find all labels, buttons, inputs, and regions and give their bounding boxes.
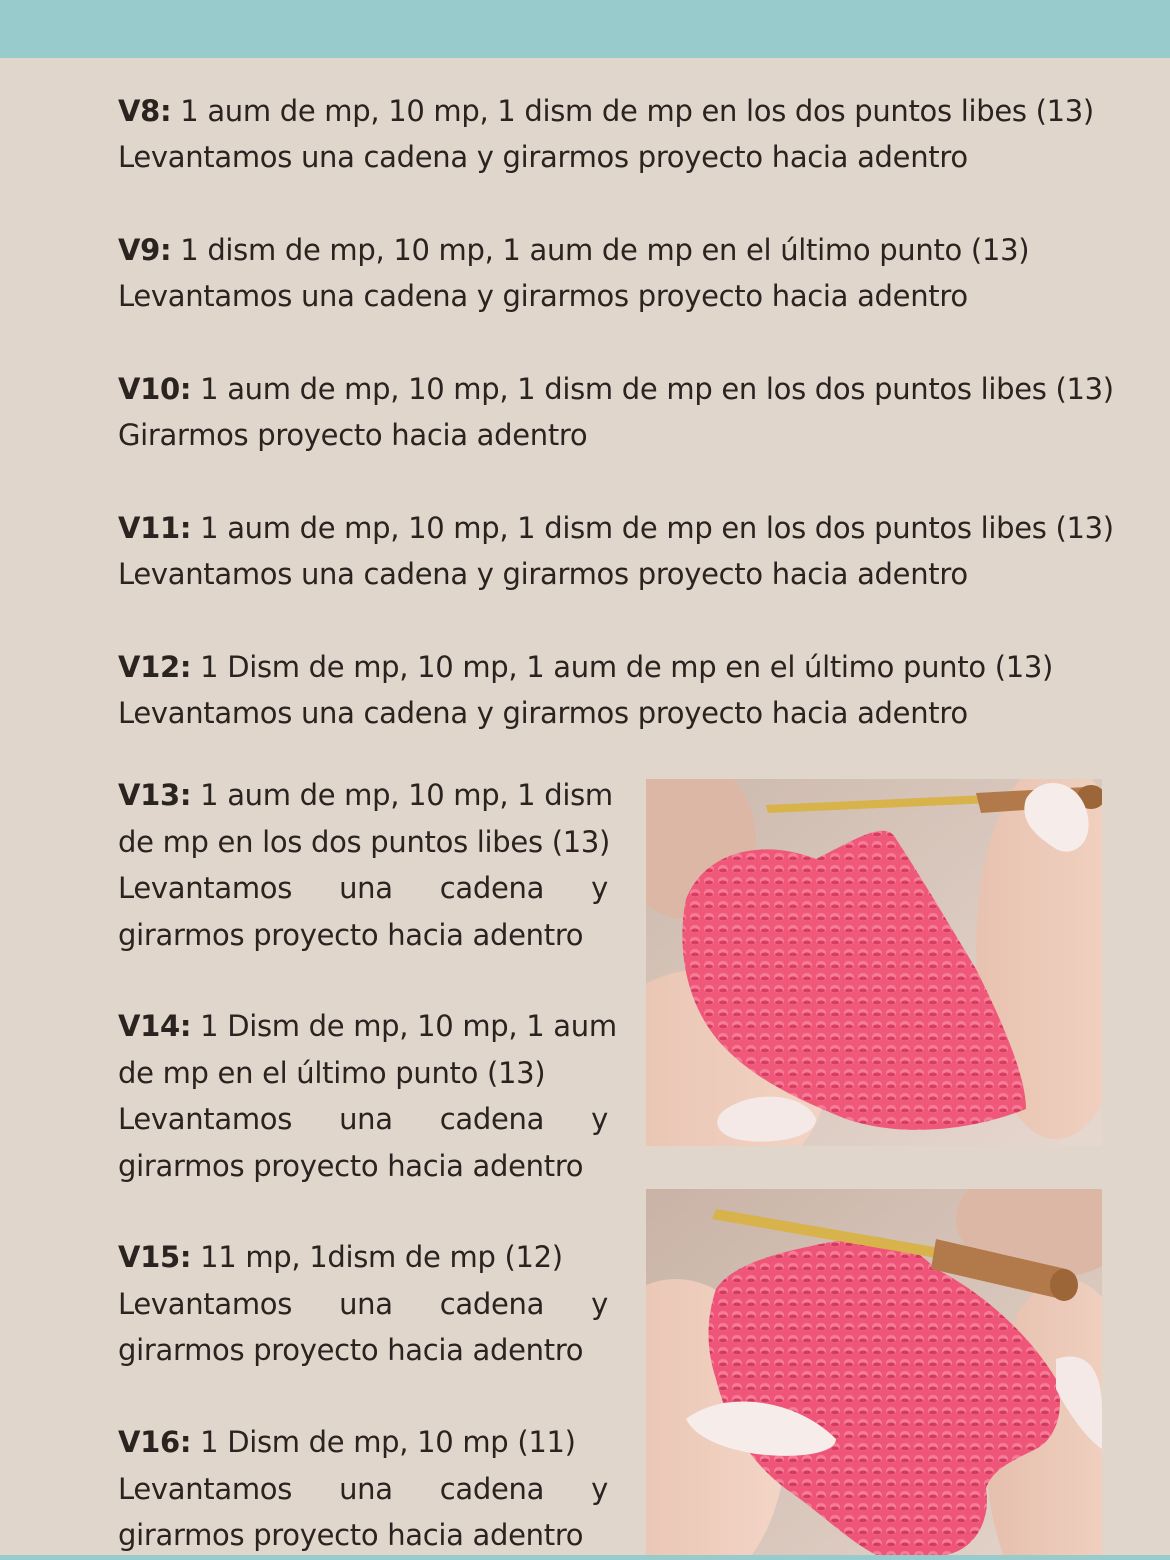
round-v8 [118,88,1094,180]
round-instruction: 1 Dism de mp, 10 mp, 1 aum de mp en el último punto (13) [191,650,1054,684]
round-instruction: 1 aum de mp, 10 mp, 1 dism [191,778,613,812]
top-band [0,0,1170,58]
word: y [591,1286,608,1321]
round-instruction: 11 mp, 1dism de mp (12) [191,1240,563,1274]
round-label: V10: [118,372,192,406]
crochet-photo-2-image [646,1189,1102,1555]
round-v10 [118,366,1114,458]
round-note: girarmos proyecto hacia adentro [118,1148,584,1183]
round-instruction-cont: de mp en los dos puntos libes (13) [118,824,611,859]
round-v12 [118,644,1053,736]
round-v16 [118,1419,608,1559]
word: una [339,1102,393,1136]
bottom-band [0,1555,1170,1560]
round-note: girarmos proyecto hacia adentro [118,1518,584,1552]
round-instruction: 1 aum de mp, 10 mp, 1 dism de mp en los dos puntos libes (13) [191,372,1114,406]
round-note: Levantamos una cadena y girarmos proyecto hacia adentro [118,557,968,591]
word: Levantamos [118,1471,293,1506]
crochet-photo-2 [646,1189,1102,1555]
round-note-justified [118,1466,608,1513]
crochet-photo-1 [646,779,1102,1146]
round-instruction: 1 Dism de mp, 10 mp, 1 aum [191,1009,617,1043]
word: y [591,1471,608,1506]
word: Levantamos [118,1286,293,1321]
round-label: V11: [118,511,192,545]
round-instruction: 1 dism de mp, 10 mp, 1 aum de mp en el último punto (13) [171,233,1030,267]
round-instruction: 1 Dism de mp, 10 mp (11) [191,1425,576,1459]
round-note: Girarmos proyecto hacia adentro [118,418,588,452]
round-label: V15: [118,1240,192,1274]
round-v14 [118,1003,617,1189]
word: cadena [439,871,545,905]
round-note: Levantamos una cadena y girarmos proyecto hacia adentro [118,279,968,313]
round-instruction: 1 aum de mp, 10 mp, 1 dism de mp en los dos puntos libes (13) [171,94,1094,128]
round-v15 [118,1234,608,1374]
round-label: V13: [118,778,192,812]
word: una [339,1286,393,1321]
round-note: girarmos proyecto hacia adentro [118,1333,584,1367]
round-note-justified [118,865,608,912]
round-label: V12: [118,650,192,684]
round-note-justified [118,1096,608,1143]
word: cadena [439,1471,545,1506]
word: Levantamos [118,1102,293,1136]
round-instruction-cont: de mp en el último punto (13) [118,1055,546,1090]
round-note: Levantamos una cadena y girarmos proyecto hacia adentro [118,140,968,174]
round-note: Levantamos una cadena y girarmos proyecto hacia adentro [118,696,968,730]
crochet-photo-1-image [646,779,1102,1146]
word: cadena [439,1102,545,1136]
round-label: V9: [118,233,172,267]
round-v13 [118,772,613,958]
word: una [339,871,393,905]
word: cadena [439,1286,545,1321]
word: y [591,871,608,905]
round-label: V8: [118,94,172,128]
word: y [591,1102,608,1136]
round-instruction: 1 aum de mp, 10 mp, 1 dism de mp en los dos puntos libes (13) [191,511,1114,545]
round-label: V16: [118,1425,192,1459]
round-note: girarmos proyecto hacia adentro [118,917,584,952]
round-v9 [118,227,1029,319]
round-label: V14: [118,1009,192,1043]
round-v11 [118,505,1114,597]
word: Levantamos [118,871,293,905]
round-note-justified [118,1281,608,1328]
word: una [339,1471,393,1506]
